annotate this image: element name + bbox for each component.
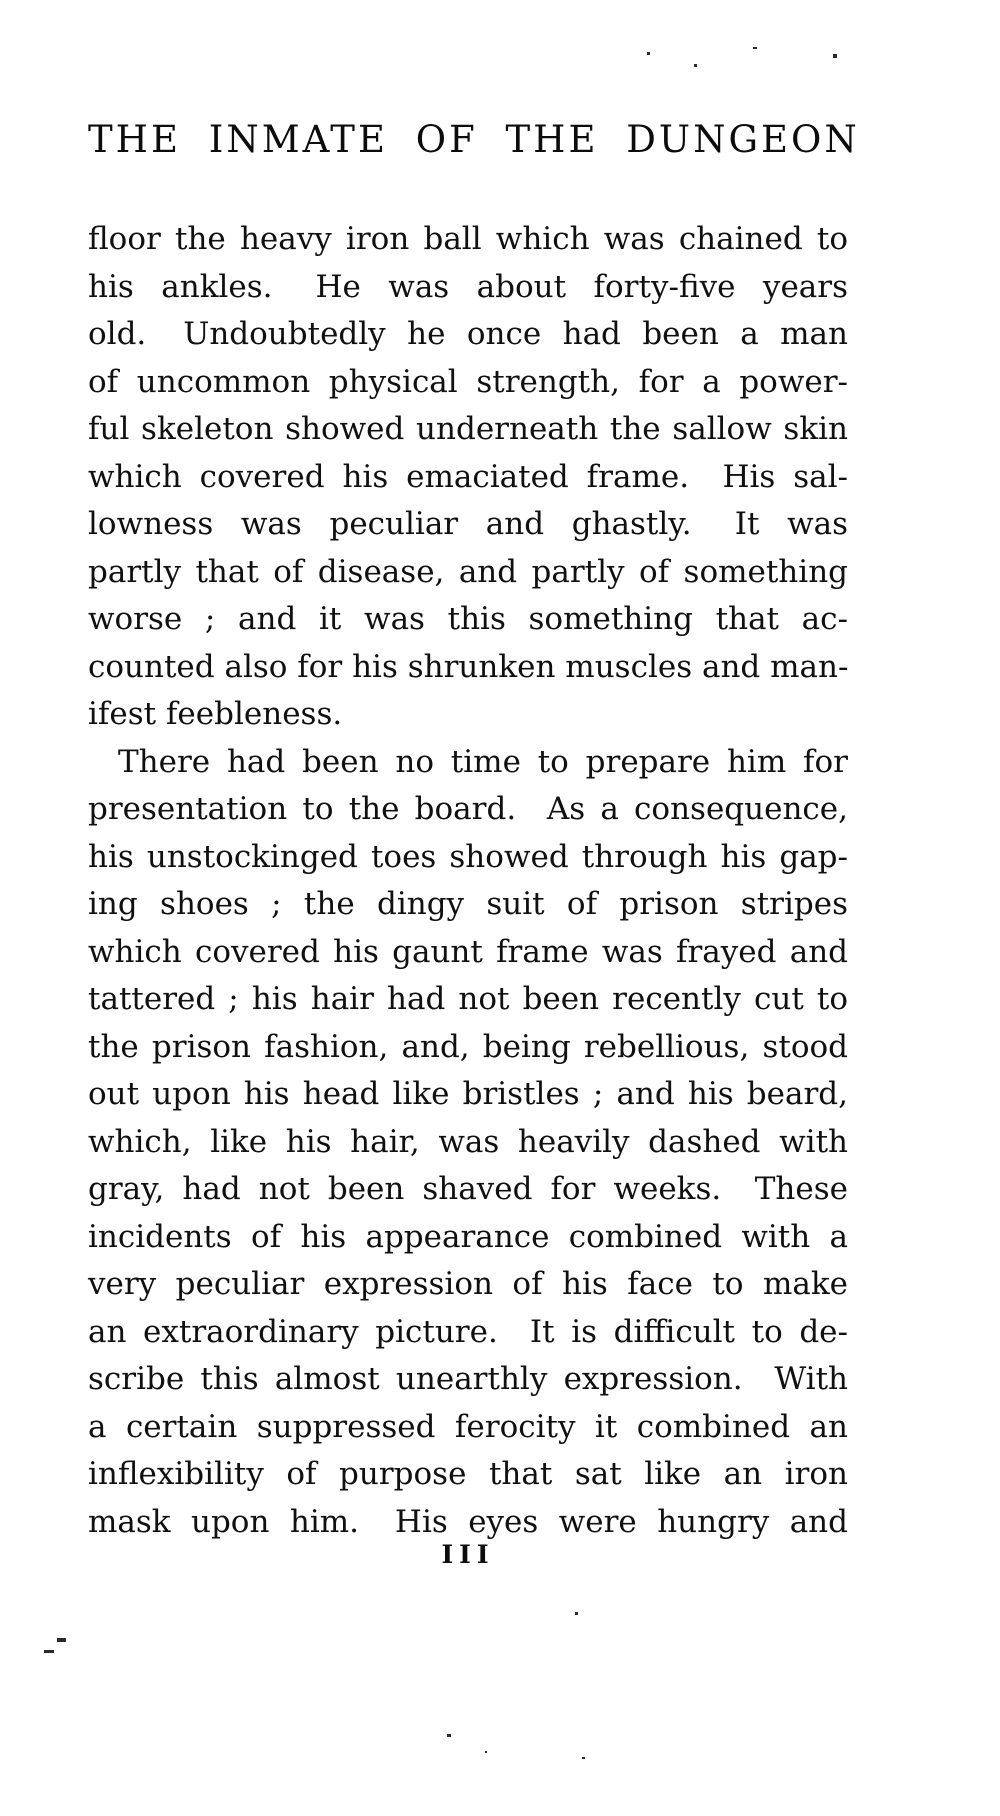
- text-line: gray, had not been shaved for weeks. These: [88, 1171, 848, 1207]
- scan-speck: [582, 1757, 585, 1759]
- text-line: floor the heavy iron ball which was chained to: [88, 221, 848, 257]
- scan-speck: [485, 1751, 487, 1753]
- text-line: incidents of his appearance combined with a: [88, 1218, 848, 1255]
- scan-speck: [833, 54, 837, 58]
- text-line: a certain suppressed ferocity it combined an: [88, 1408, 848, 1445]
- text-line: scribe this almost unearthly expression. With: [88, 1361, 848, 1397]
- text-line: inflexibility of purpose that sat like an iron: [88, 1456, 848, 1492]
- text-line: of uncommon physical strength, for a power-: [88, 363, 848, 400]
- text-line: his ankles. He was about forty-five years: [88, 268, 848, 305]
- scan-speck: [694, 64, 697, 67]
- text-line: which covered his gaunt frame was frayed and: [88, 933, 848, 970]
- text-line: presentation to the board. As a consequence,: [88, 791, 848, 827]
- text-line: partly that of disease, and partly of something: [88, 553, 848, 590]
- scan-speck: [44, 1650, 54, 1653]
- text-line: which, like his hair, was heavily dashed with: [88, 1123, 848, 1160]
- paragraph: [88, 739, 848, 1547]
- text-line: mask upon him. His eyes were hungry and: [88, 1503, 848, 1540]
- text-line: ing shoes ; the dingy suit of prison stripes: [88, 886, 848, 922]
- text-line: the prison fashion, and, being rebellious, stood: [88, 1028, 848, 1065]
- body-text: [88, 216, 848, 1546]
- text-line: an extraordinary picture. It is difficult to de-: [88, 1313, 848, 1350]
- scan-speck: [57, 1638, 66, 1642]
- scan-speck: [575, 1612, 578, 1615]
- text-line: There had been no time to prepare him for: [118, 743, 848, 780]
- text-line: ful skeleton showed underneath the sallow skin: [88, 411, 848, 447]
- text-line: his unstockinged toes showed through his gap-: [88, 838, 848, 875]
- scan-speck: [447, 1734, 451, 1737]
- page-title: THE INMATE OF THE DUNGEON: [88, 118, 860, 161]
- text-line: which covered his emaciated frame. His sal-: [88, 458, 848, 495]
- scan-speck: [647, 52, 650, 55]
- text-line: tattered ; his hair had not been recently cut to: [88, 981, 848, 1017]
- text-line: old. Undoubtedly he once had been a man: [88, 316, 848, 352]
- page-number: III: [441, 1540, 495, 1569]
- text-line: out upon his head like bristles ; and his beard,: [88, 1076, 848, 1112]
- scan-speck: [753, 47, 757, 49]
- text-line: ifest feebleness.: [88, 696, 343, 732]
- text-line: lowness was peculiar and ghastly. It was: [88, 506, 848, 542]
- text-line: very peculiar expression of his face to make: [88, 1266, 848, 1302]
- text-line: counted also for his shrunken muscles and man-: [88, 648, 849, 685]
- paragraph: [88, 216, 848, 739]
- text-line: worse ; and it was this something that ac-: [88, 601, 848, 637]
